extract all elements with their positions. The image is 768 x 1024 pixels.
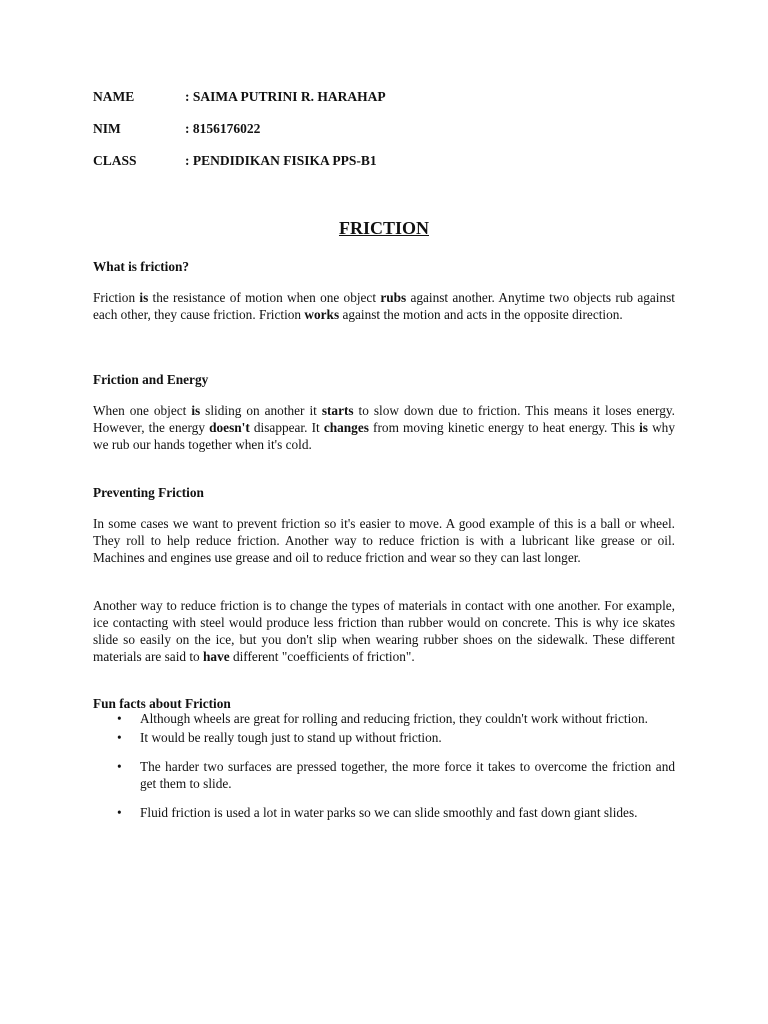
list-item: • It would be really tough just to stand up without friction.: [117, 730, 442, 745]
heading-friction-and-energy: Friction and Energy: [93, 372, 209, 387]
nim-label: NIM: [93, 121, 121, 136]
nim-value: : 8156176022: [185, 121, 261, 136]
class-value: : PENDIDIKAN FISIKA PPS-B1: [185, 153, 377, 168]
name-value: : SAIMA PUTRINI R. HARAHAP: [185, 89, 386, 104]
class-row: [93, 152, 377, 169]
fun-facts-list: [93, 710, 675, 821]
bullet-icon: •: [117, 805, 122, 820]
list-item: • Although wheels are great for rolling and reducing friction, they couldn't work without friction.: [117, 711, 648, 726]
paragraph-preventing-1: In some cases we want to prevent friction so it's easier to move. A good example of this is a ball or wheel. They roll to help reduce friction. Another way to reduce friction is with a lubricant like grease or oil. Machines and engines use grease and oil to reduce friction and wear so they can last longer.: [93, 516, 675, 565]
list-item: • Fluid friction is used a lot in water parks so we can slide smoothly and fast down giant slides.: [117, 805, 638, 820]
heading-what-is-friction: What is friction?: [93, 259, 190, 274]
list-item: • The harder two surfaces are pressed together, the more force it takes to overcome the friction and get them to slide.: [117, 759, 675, 791]
document-page: [93, 0, 675, 1024]
name-row: [93, 88, 386, 105]
class-label: CLASS: [93, 153, 137, 168]
bullet-icon: •: [117, 759, 122, 774]
bullet-icon: •: [117, 730, 122, 745]
name-label: NAME: [93, 89, 135, 104]
nim-row: [93, 120, 260, 137]
heading-preventing-friction: Preventing Friction: [93, 485, 204, 500]
bullet-icon: •: [117, 711, 122, 726]
paragraph-preventing-2: Another way to reduce friction is to change the types of materials in contact with one another. For example, ice contacting with steel would produce less friction than rubber would on concrete. This is why ice skates slide so easily on the ice, but you don't slip when wearing rubber shoes on the sidewalk. These different materials are said to have different "coefficients of friction".: [93, 598, 675, 664]
paragraph-friction-and-energy: When one object is sliding on another it starts to slow down due to friction. This means it loses energy. However, the energy doesn't disappear. It changes from moving kinetic energy to heat energy. This is why we rub our hands together when it's cold.: [93, 403, 675, 452]
heading-fun-facts: Fun facts about Friction: [93, 696, 231, 711]
paragraph-what-is-friction: Friction is the resistance of motion when one object rubs against another. Anytime two objects rub against each other, they cause friction. Friction works against the motion and acts in the opposite direction.: [93, 290, 675, 322]
document-title: FRICTION: [338, 218, 429, 238]
